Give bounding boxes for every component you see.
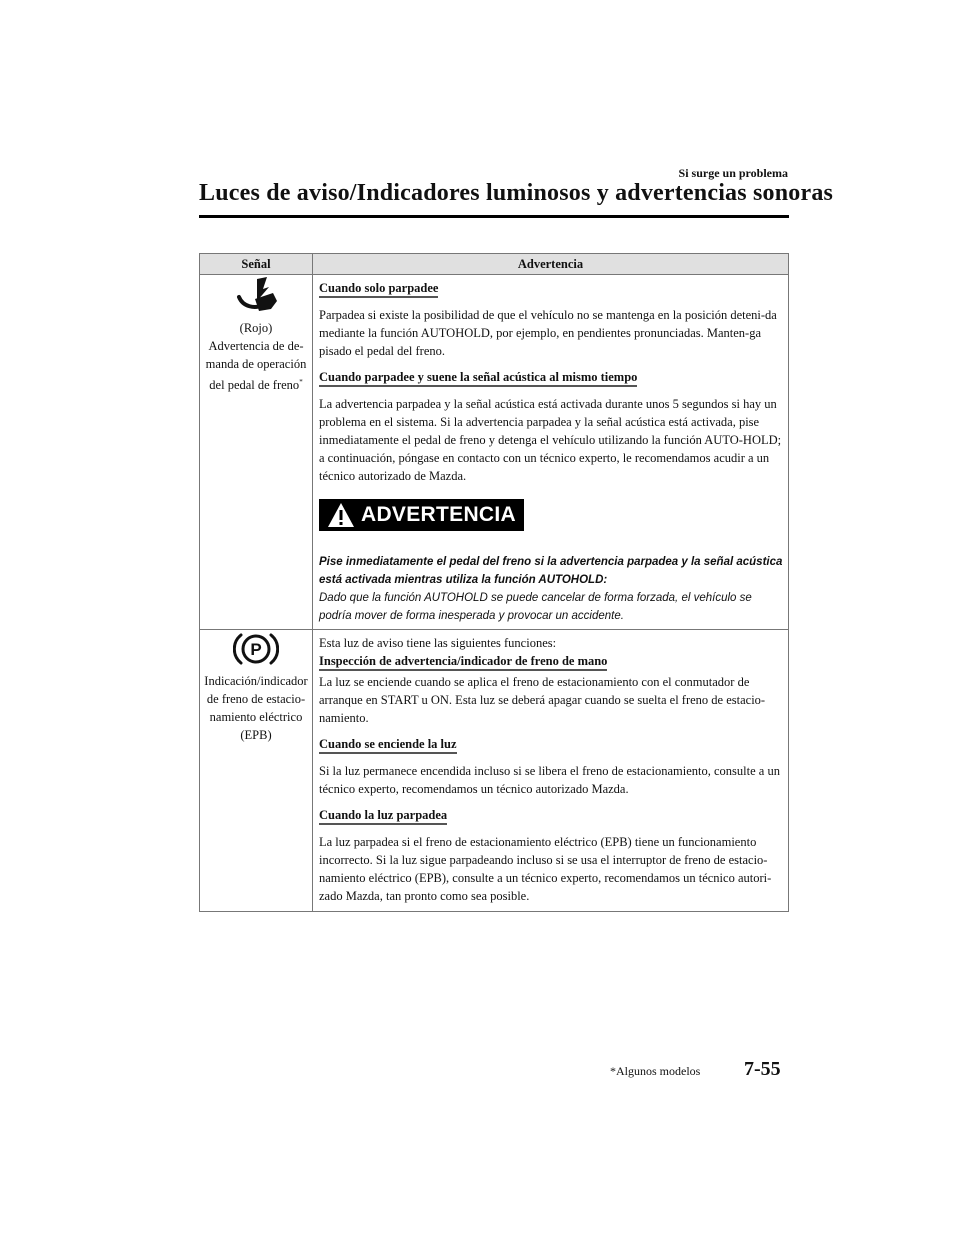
paragraph: Si la luz permanece encendida incluso si se libera el freno de estacionamiento, consulte a un técnico experto, recomendamos un técnico autorizado Mazda. bbox=[319, 764, 780, 796]
parking-brake-letter: P bbox=[250, 640, 262, 659]
page-number: 7-55 bbox=[744, 1058, 781, 1080]
warning-bold-text: Pise inmediatamente el pedal del freno si la advertencia parpadea y la señal acústica está activada mientras utiliza la función AUTOHOLD: bbox=[319, 556, 783, 586]
warnings-table bbox=[199, 253, 789, 912]
footnote: *Algunos modelos bbox=[610, 1064, 701, 1078]
warning-body-text: Dado que la función AUTOHOLD se puede cancelar de forma forzada, el vehículo se podría mover de forma inesperada y provocar un accidente. bbox=[319, 592, 752, 622]
warning-cell bbox=[313, 275, 789, 630]
page-title: Luces de aviso/Indicadores luminosos y advertencias sonoras bbox=[199, 180, 834, 206]
signal-name-label: Advertencia de de-manda de operación del pedal de freno* bbox=[205, 339, 307, 393]
warning-triangle-icon bbox=[327, 502, 355, 528]
warning-cell bbox=[313, 630, 789, 912]
paragraph: La luz se enciende cuando se aplica el freno de estacionamiento con el conmutador de arranque en START u ON. Esta luz se deberá apagar cuando se suelta el freno de estacio-namiento. bbox=[319, 675, 766, 725]
subheading: Cuando parpadee y suene la señal acústica al mismo tiempo bbox=[319, 370, 637, 387]
section-name: Si surge un problema bbox=[678, 166, 788, 180]
subheading: Cuando se enciende la luz bbox=[319, 737, 457, 754]
warning-label: ADVERTENCIA bbox=[361, 503, 516, 526]
subheading: Inspección de advertencia/indicador de freno de mano bbox=[319, 654, 607, 671]
parking-brake-p-icon bbox=[233, 630, 279, 668]
table-row bbox=[200, 275, 789, 630]
subheading: Cuando la luz parpadea bbox=[319, 808, 447, 825]
signal-color-label: (Rojo) bbox=[239, 321, 273, 335]
signal-name-label: Indicación/indicador de freno de estacio-namiento eléctrico (EPB) bbox=[204, 674, 308, 742]
table-header-row bbox=[200, 254, 789, 275]
paragraph: La advertencia parpadea y la señal acústica está activada durante unos 5 segundos si hay un problema en el sistema. Si la advertencia parpadea y la señal acústica está activada, pise inmediatamente el pedal de freno y detenga el vehículo utilizando la función AUTO-HOLD; a continuación, póngase en contacto con un técnico experto, le recomendamos acudir a un técnico autorizado de Mazda. bbox=[319, 397, 782, 483]
intro-text: Esta luz de aviso tiene las siguientes funciones: bbox=[319, 636, 557, 650]
title-rule bbox=[199, 215, 789, 218]
signal-cell bbox=[200, 275, 313, 630]
paragraph: La luz parpadea si el freno de estacionamiento eléctrico (EPB) tiene un funcionamiento incorrecto. Si la luz sigue parpadeando incluso si se usa el interruptor de freno de estacio-namiento eléctrico (EPB), consulte a un técnico experto, recomendamos un técnico autori-zado Mazda, tan pronto como sea posible. bbox=[319, 835, 772, 903]
paragraph: Parpadea si existe la posibilidad de que el vehículo no se mantenga en la posición deteni-da mediante la función AUTOHOLD, por ejemplo, en pendientes pronunciadas. Manten-ga pisado el pedal del freno. bbox=[319, 308, 777, 358]
warning-text bbox=[319, 553, 784, 625]
brake-pedal-demand-icon bbox=[233, 275, 279, 315]
col-signal-header: Señal bbox=[200, 254, 313, 275]
col-warning-header: Advertencia bbox=[313, 254, 789, 275]
signal-cell bbox=[200, 630, 313, 912]
warning-badge bbox=[319, 499, 524, 531]
table-row bbox=[200, 630, 789, 912]
subheading: Cuando solo parpadee bbox=[319, 281, 438, 298]
